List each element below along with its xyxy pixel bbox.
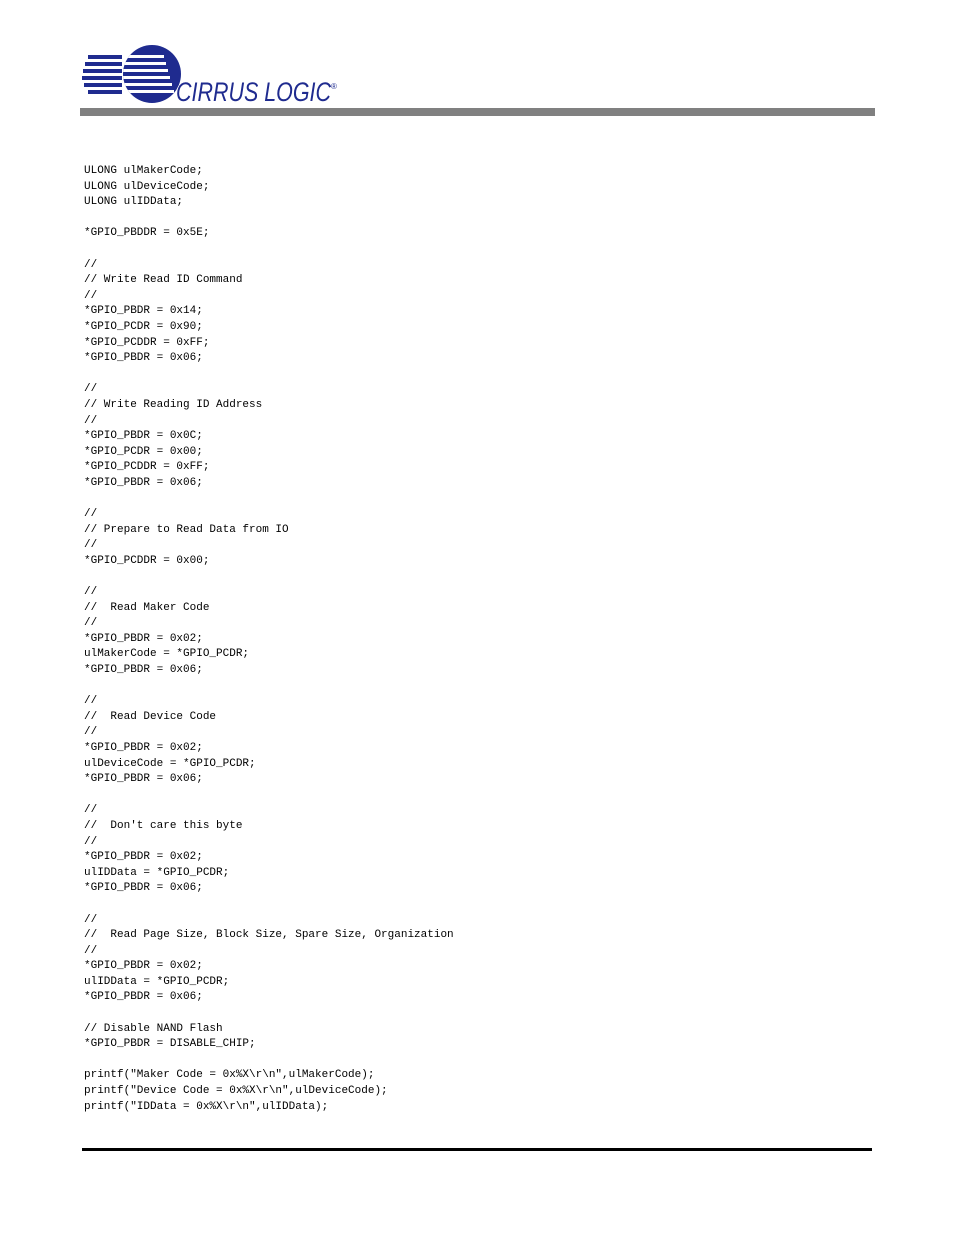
code-line: ULONG ulDeviceCode; bbox=[84, 180, 210, 193]
code-line: // bbox=[84, 695, 98, 708]
cirrus-logic-logo bbox=[82, 44, 342, 104]
code-line: *GPIO_PCDDR = 0x00; bbox=[84, 554, 210, 567]
code-line: ULONG ulMakerCode; bbox=[84, 165, 203, 177]
code-line: // Prepare to Read Data from IO bbox=[84, 523, 289, 536]
code-line: *GPIO_PBDR = 0x06; bbox=[84, 664, 203, 676]
code-line bbox=[84, 569, 454, 585]
code-line: // Read Maker Code bbox=[84, 601, 210, 614]
code-line: printf("Maker Code = 0x%X\r\n",ulMakerCode); bbox=[84, 1069, 375, 1082]
code-line: ulIDData = *GPIO_PCDR; bbox=[84, 866, 230, 879]
code-line: ulMakerCode = *GPIO_PCDR; bbox=[84, 648, 250, 661]
code-line: // bbox=[84, 835, 98, 848]
logo-globe-mark bbox=[82, 44, 182, 104]
code-line bbox=[84, 242, 454, 258]
code-line bbox=[84, 367, 454, 383]
code-line: // bbox=[84, 586, 98, 599]
logo-wordmark: CIRRUS LOGIC bbox=[176, 77, 332, 104]
code-line: // bbox=[84, 289, 98, 302]
code-line: *GPIO_PCDDR = 0xFF; bbox=[84, 336, 210, 349]
code-line: *GPIO_PBDR = 0x06; bbox=[84, 991, 203, 1004]
code-line bbox=[84, 211, 454, 227]
code-line bbox=[84, 1006, 454, 1022]
code-line: *GPIO_PBDR = 0x14; bbox=[84, 305, 203, 318]
code-line: ulIDData = *GPIO_PCDR; bbox=[84, 975, 230, 988]
code-line: *GPIO_PBDR = 0x06; bbox=[84, 773, 203, 786]
code-line: *GPIO_PBDR = 0x06; bbox=[84, 882, 203, 895]
code-line: *GPIO_PBDR = 0x06; bbox=[84, 476, 203, 489]
code-line bbox=[84, 788, 454, 804]
code-line: *GPIO_PCDR = 0x90; bbox=[84, 320, 203, 333]
code-line: // Write Read ID Command bbox=[84, 274, 243, 287]
code-line: // bbox=[84, 617, 98, 630]
code-line: // bbox=[84, 258, 98, 271]
code-line: // bbox=[84, 726, 98, 739]
code-line bbox=[84, 491, 454, 507]
code-line: *GPIO_PBDR = DISABLE_CHIP; bbox=[84, 1038, 256, 1051]
code-line: // bbox=[84, 414, 98, 427]
code-line: // Don't care this byte bbox=[84, 819, 243, 832]
code-line: // Read Page Size, Block Size, Spare Size, Organization bbox=[84, 929, 454, 942]
code-line bbox=[84, 897, 454, 913]
code-listing bbox=[84, 164, 454, 1115]
code-line: // bbox=[84, 804, 98, 817]
code-line: // Write Reading ID Address bbox=[84, 398, 263, 411]
code-line: *GPIO_PBDR = 0x02; bbox=[84, 632, 203, 645]
footer-rule bbox=[82, 1148, 872, 1151]
code-line: ulDeviceCode = *GPIO_PCDR; bbox=[84, 757, 256, 770]
code-line: // bbox=[84, 944, 98, 957]
code-line: *GPIO_PBDR = 0x02; bbox=[84, 851, 203, 864]
code-line: *GPIO_PCDDR = 0xFF; bbox=[84, 461, 210, 474]
logo-speed-lines bbox=[82, 55, 122, 94]
code-line: // Disable NAND Flash bbox=[84, 1022, 223, 1035]
code-line: // bbox=[84, 539, 98, 552]
code-line bbox=[84, 679, 454, 695]
code-line: *GPIO_PBDR = 0x02; bbox=[84, 960, 203, 973]
code-line bbox=[84, 1053, 454, 1069]
code-line: *GPIO_PBDR = 0x0C; bbox=[84, 430, 203, 443]
logo-globe bbox=[122, 44, 182, 104]
code-line: *GPIO_PBDR = 0x06; bbox=[84, 352, 203, 365]
code-line: printf("Device Code = 0x%X\r\n",ulDeviceCode); bbox=[84, 1085, 388, 1098]
code-line: // bbox=[84, 383, 98, 396]
code-line: // bbox=[84, 913, 98, 926]
code-line: *GPIO_PBDR = 0x02; bbox=[84, 741, 203, 754]
code-line: // Read Device Code bbox=[84, 710, 217, 723]
code-line: *GPIO_PBDDR = 0x5E; bbox=[84, 227, 210, 240]
header-bar bbox=[80, 108, 875, 116]
logo-registered-mark: ® bbox=[331, 82, 337, 91]
code-line: // bbox=[84, 508, 98, 521]
code-line: printf("IDData = 0x%X\r\n",ulIDData); bbox=[84, 1100, 329, 1113]
code-line: *GPIO_PCDR = 0x00; bbox=[84, 445, 203, 458]
code-line: ULONG ulIDData; bbox=[84, 196, 184, 209]
